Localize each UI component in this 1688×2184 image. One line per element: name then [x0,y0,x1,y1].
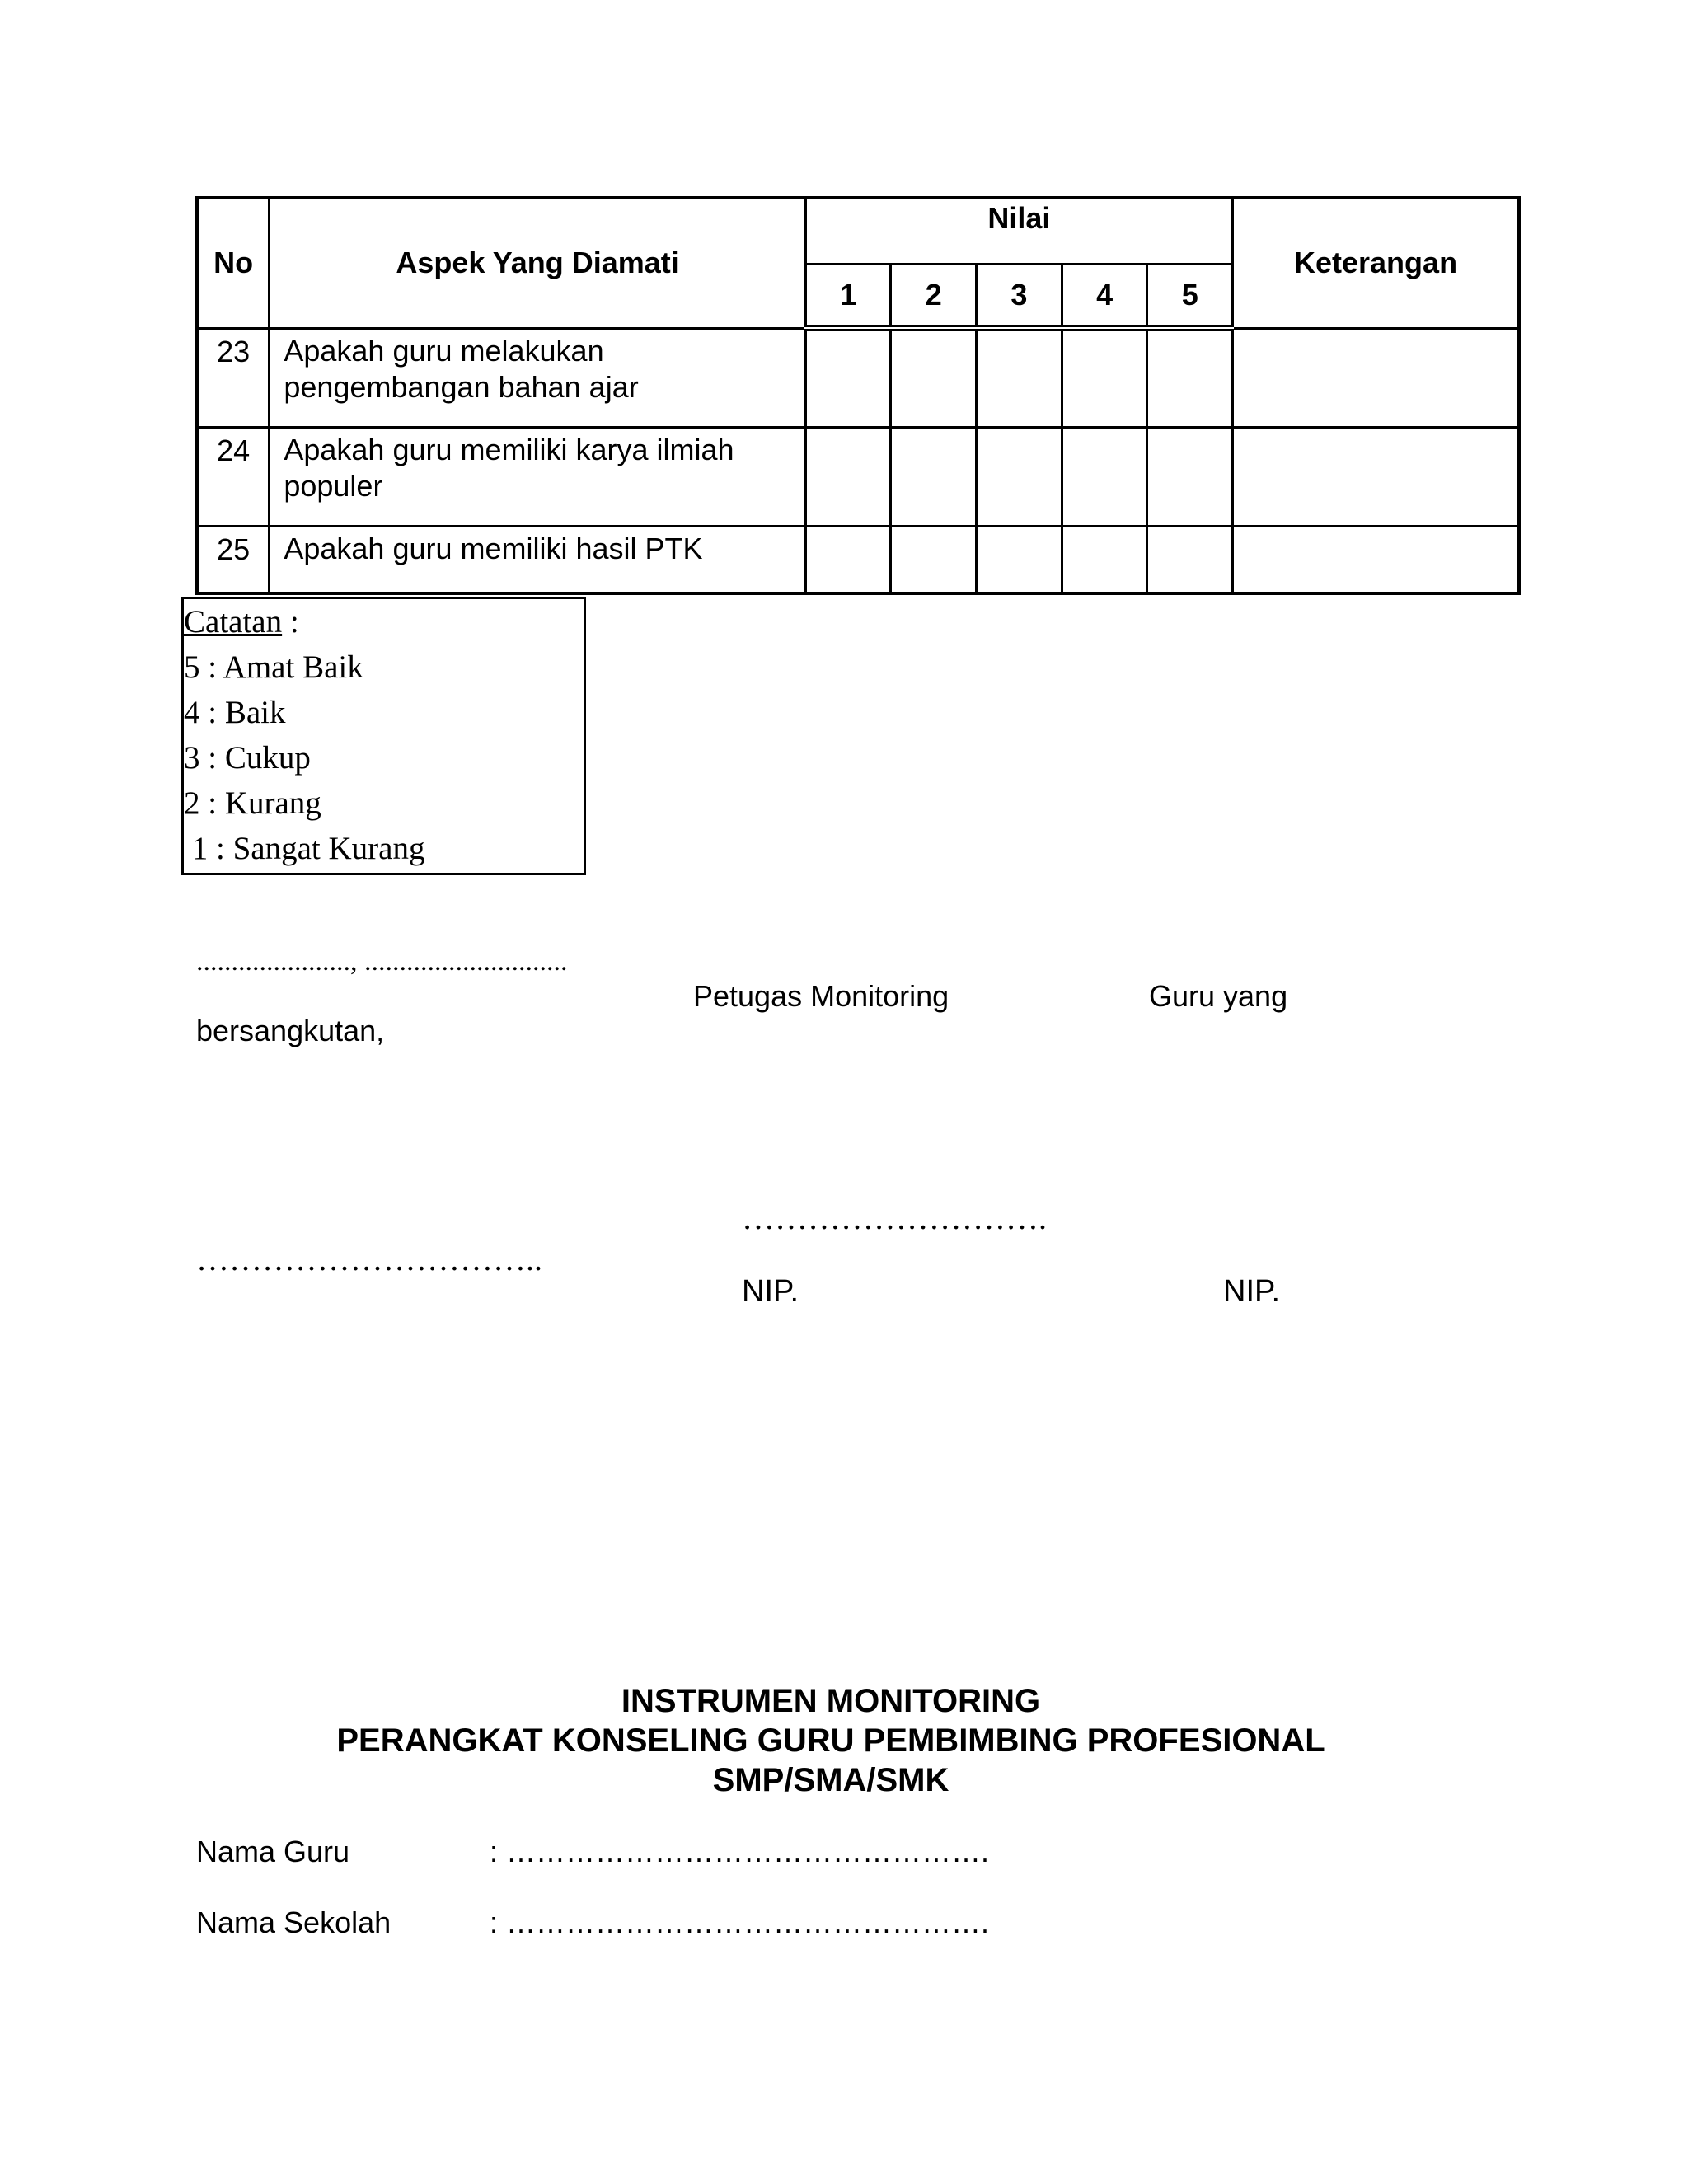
officer-nip: NIP. [742,1274,799,1309]
score-cell-2[interactable] [891,526,977,593]
header-score-2: 2 [891,264,977,328]
teacher-name-field[interactable]: ………………………….. [196,1240,542,1277]
form-title-line1: INSTRUMEN MONITORING [621,1683,1041,1719]
notes-item: 3 : Cukup [184,740,311,776]
score-cell-5[interactable] [1147,526,1233,593]
header-aspect: Aspek Yang Diamati [270,198,805,328]
notes-title-text: Catatan [184,604,283,640]
row-aspect [270,328,805,427]
score-cell-2[interactable] [891,328,977,427]
row-aspect-line: pengembangan bahan ajar [284,369,639,404]
row-number: 24 [197,427,270,526]
row-aspect-line: populer [284,468,383,503]
score-cell-3[interactable] [977,328,1062,427]
score-cell-4[interactable] [1062,427,1147,526]
keterangan-cell[interactable] [1233,328,1519,427]
notes-title [184,599,584,644]
keterangan-cell[interactable] [1233,427,1519,526]
score-cell-3[interactable] [977,427,1062,526]
score-cell-1[interactable] [805,328,891,427]
notes-item: 4 : Baik [184,695,286,730]
score-cell-3[interactable] [977,526,1062,593]
table-row [197,526,1519,593]
field-value-nama-guru[interactable]: : …………………………………………. [490,1835,990,1868]
score-cell-5[interactable] [1147,427,1233,526]
score-cell-2[interactable] [891,427,977,526]
table-row [197,427,1519,526]
keterangan-cell[interactable] [1233,526,1519,593]
form-title-line3: SMP/SMA/SMK [712,1762,950,1798]
teacher-label: Guru yang [1149,979,1288,1013]
header-score-1: 1 [805,264,891,328]
row-number: 25 [197,526,270,593]
teacher-nip: NIP. [1223,1274,1281,1309]
table-header-row [197,198,1519,264]
header-nilai: Nilai [805,198,1232,264]
header-score-3: 3 [977,264,1062,328]
notes-title-suffix: : [282,604,299,640]
score-cell-1[interactable] [805,427,891,526]
header-no: No [197,198,270,328]
notes-item: 2 : Kurang [184,785,321,821]
officer-name-field[interactable]: ………………………. [742,1199,1047,1236]
notes-box [181,597,586,875]
notes-item: 5 : Amat Baik [184,649,363,685]
header-keterangan: Keterangan [1233,198,1519,328]
header-score-4: 4 [1062,264,1147,328]
score-cell-5[interactable] [1147,328,1233,427]
teacher-label-continued: bersangkutan, [196,1014,385,1047]
row-aspect-line: Apakah guru memiliki karya ilmiah [284,432,734,466]
score-cell-4[interactable] [1062,526,1147,593]
table-row [197,328,1519,427]
row-aspect-line: Apakah guru memiliki hasil PTK [284,531,703,565]
header-score-5: 5 [1147,264,1233,328]
field-label-nama-sekolah: Nama Sekolah [196,1905,392,1939]
row-number: 23 [197,328,270,427]
place-date-field[interactable]: ......................, ............................. [196,946,568,977]
row-aspect [270,427,805,526]
field-value-nama-sekolah[interactable]: : …………………………………………. [490,1905,990,1939]
officer-label: Petugas Monitoring [693,979,950,1013]
row-aspect [270,526,805,593]
field-label-nama-guru: Nama Guru [196,1835,350,1868]
score-cell-1[interactable] [805,526,891,593]
score-cell-4[interactable] [1062,328,1147,427]
notes-item: 1 : Sangat Kurang [184,831,425,866]
form-title-line2: PERANGKAT KONSELING GURU PEMBIMBING PROFESIONAL [336,1722,1325,1759]
assessment-table [195,196,1521,595]
row-aspect-line: Apakah guru melakukan [284,333,604,368]
